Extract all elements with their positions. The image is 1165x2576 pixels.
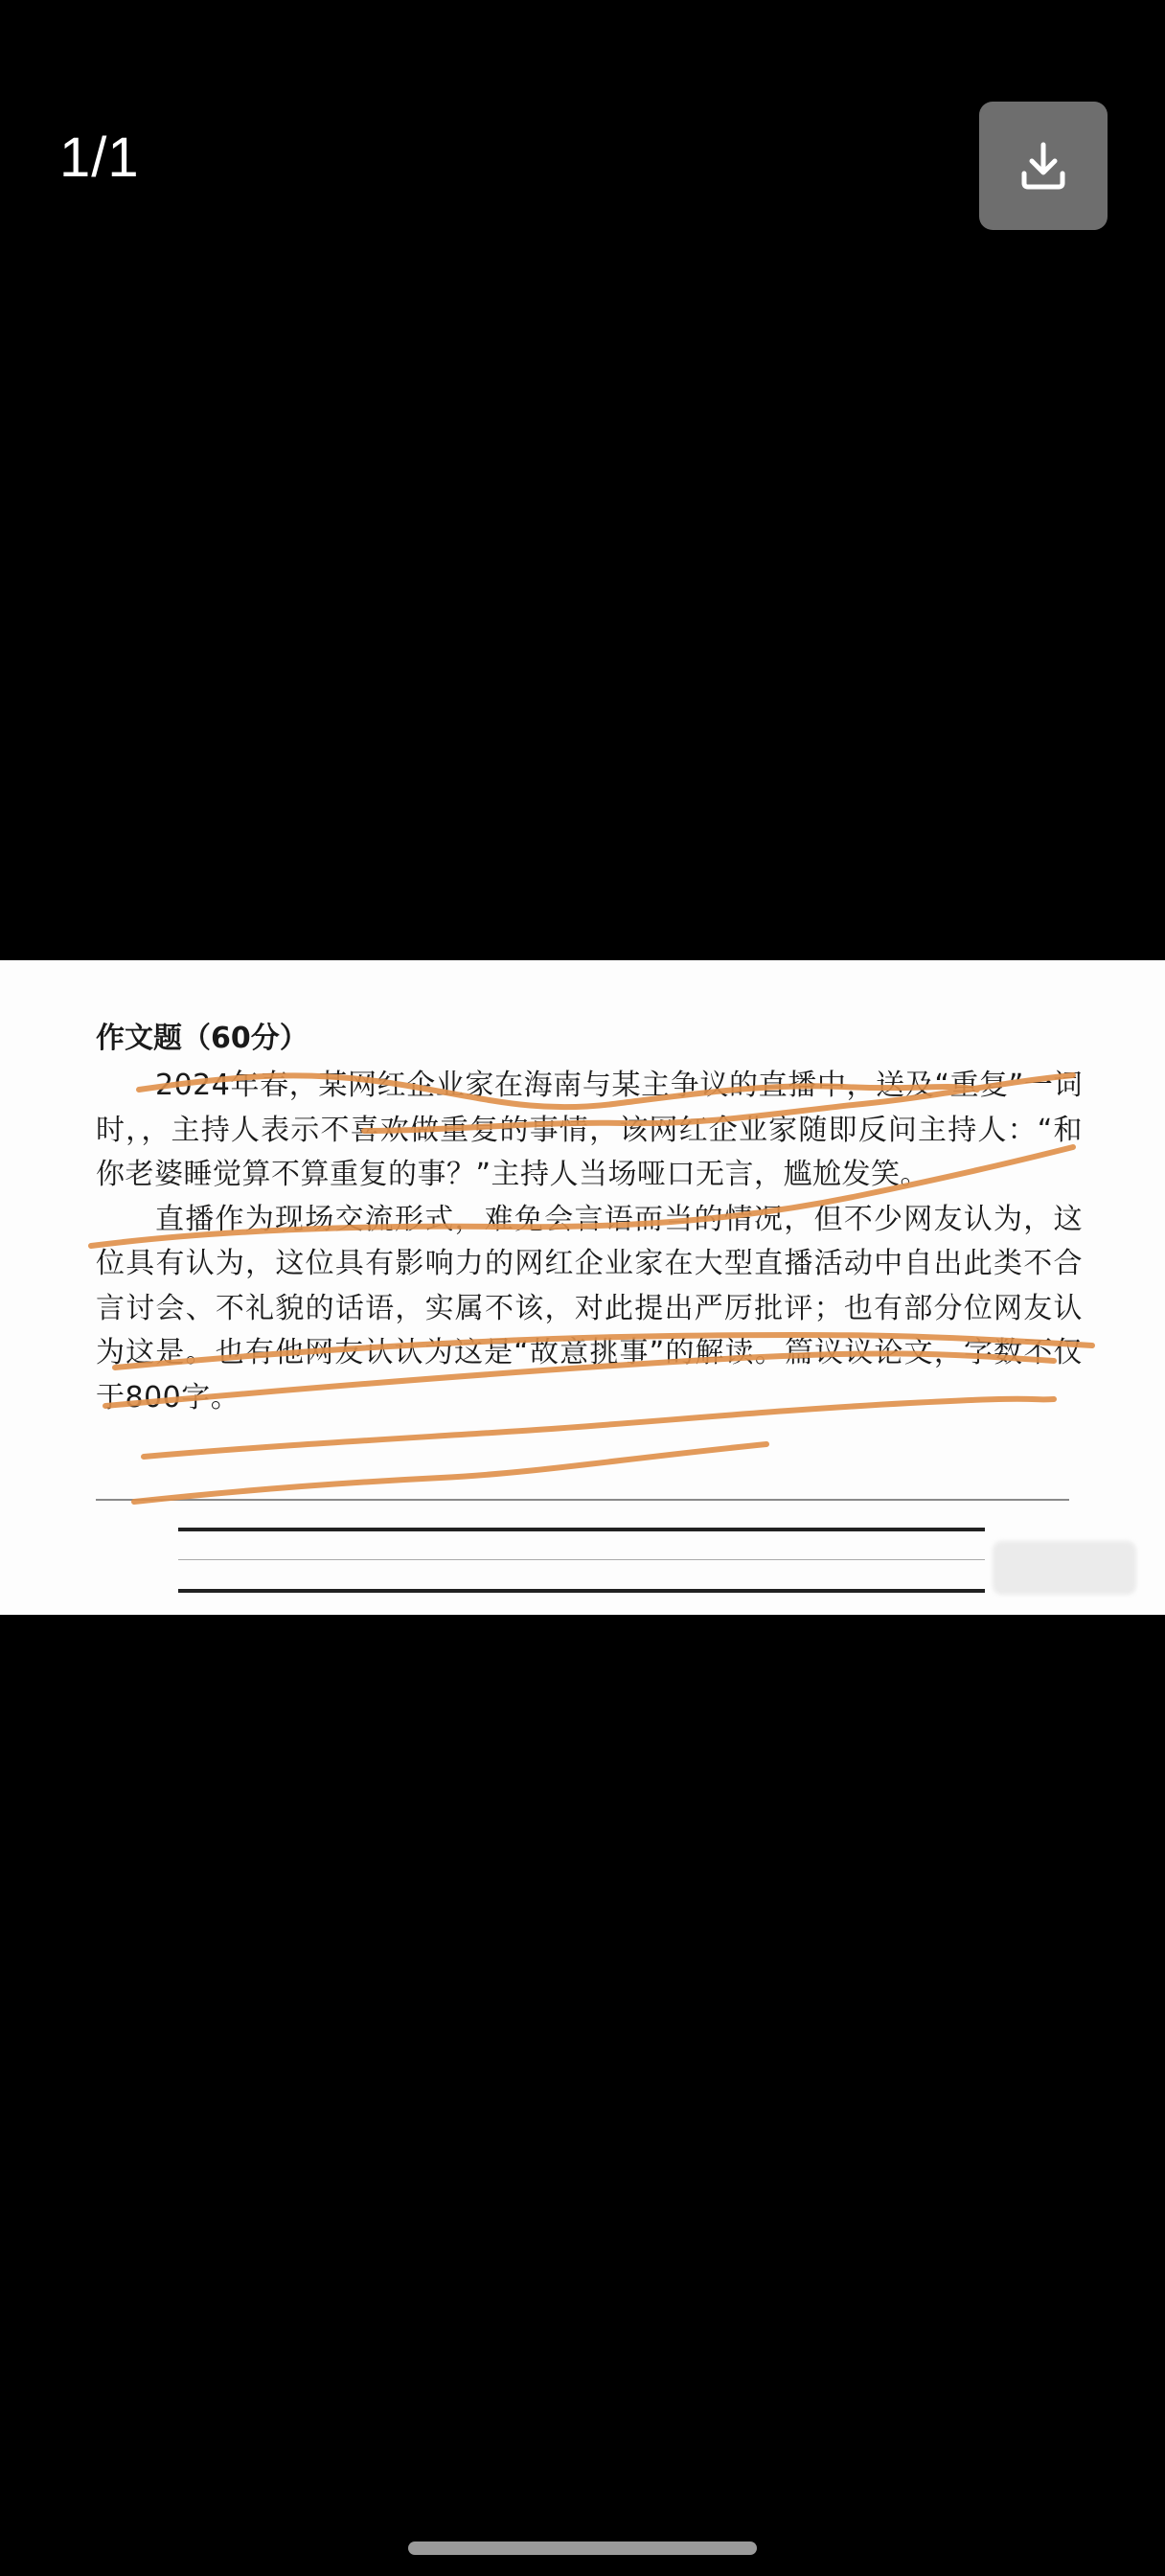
download-icon (1015, 137, 1072, 195)
divider-line (96, 1499, 1069, 1501)
essay-title: 作文题（60分） (96, 1022, 308, 1055)
answer-line (178, 1559, 985, 1560)
document-image[interactable] (0, 960, 1165, 1615)
annotation-stroke (134, 1444, 766, 1502)
watermark (993, 1541, 1136, 1595)
download-button[interactable] (979, 102, 1108, 230)
home-indicator[interactable] (408, 2542, 757, 2555)
page-counter: 1/1 (59, 126, 140, 189)
paragraph-1: 2024年春，某网红企业家在海南与某主争议的直播中，送及“重复”一词时，，主持人表示不喜欢做重复的事情，该网红企业家随即反问主持人：“和你老婆睡觉算不算重复的事？”主持人当场哑口无言，尴尬发笑。 (96, 1069, 1083, 1191)
answer-line (178, 1528, 985, 1531)
document-text (96, 1018, 1083, 1420)
answer-line (178, 1589, 985, 1593)
paragraph-2: 直播作为现场交流形式，难免会言语而当的情况，但不少网友认为，这位具有认为，这位具有影响力的网红企业家在大型直播活动中自出此类不合言讨会、不礼貌的话语，实属不该，对此提出严厉批评；也有部分位网友认为这是。也有他网友认认为这是“故意挑事”的解读。篇议议论文，字数不仅于800字。 (96, 1202, 1083, 1414)
